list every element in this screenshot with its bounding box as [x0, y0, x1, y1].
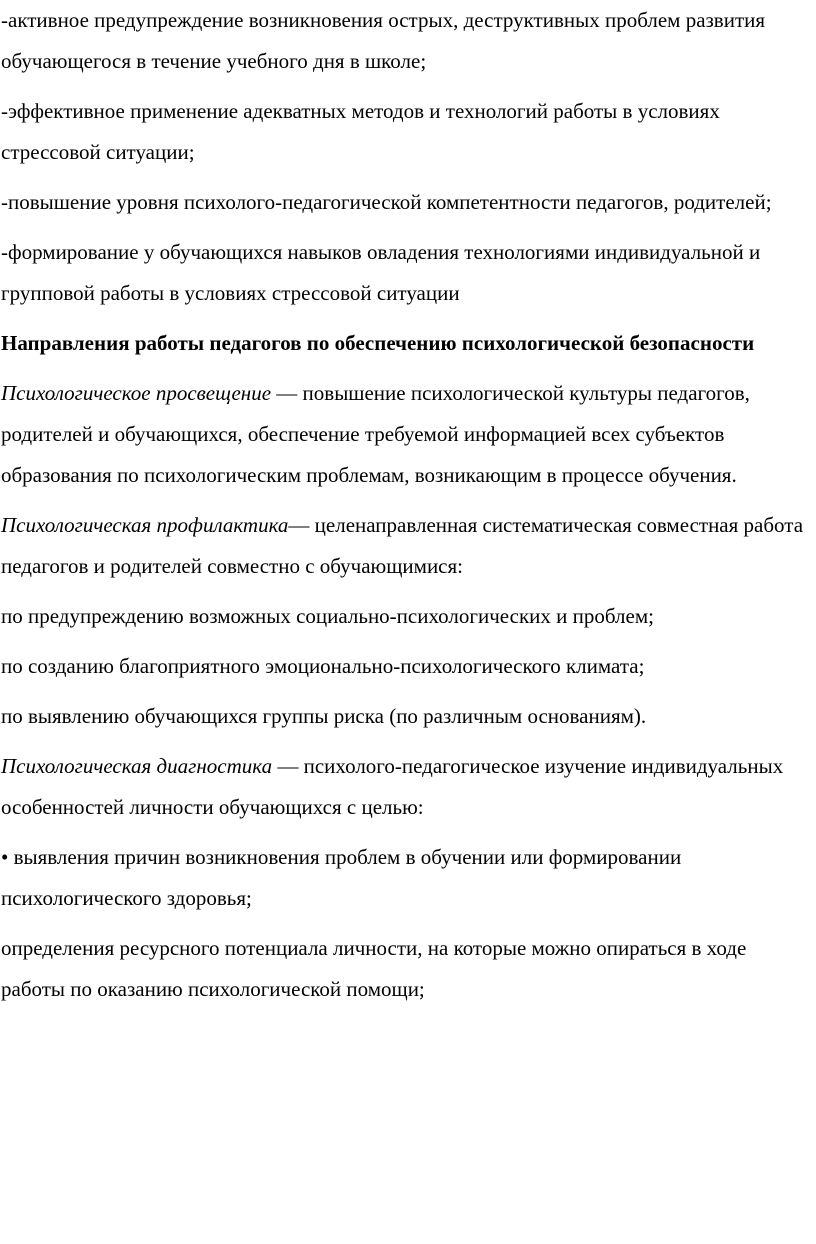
paragraph-diagnostics-item-1: • выявления причин возникновения проблем в обучении или формировании психологического здоровья;: [1, 845, 682, 910]
text-diagnostics: — психолого-педагогическое изучение индивидуальных особенностей личности обучающихся с целью:: [1, 754, 784, 819]
paragraph-skills: -формирование у обучающихся навыков овладения технологиями индивидуальной и групповой работы в условиях стрессовой ситуации: [1, 240, 761, 305]
paragraph-competence: -повышение уровня психолого-педагогической компетентности педагогов, родителей;: [1, 190, 772, 214]
paragraph-effective-methods: -эффективное применение адекватных методов и технологий работы в условиях стрессовой ситуации;: [1, 99, 720, 164]
paragraph-enlightenment: [1, 373, 814, 496]
paragraph-diagnostics: [1, 746, 814, 828]
text-enlightenment: — повышение психологической культуры педагогов, родителей и обучающихся, обеспечение требуемой информацией всех субъектов образования по психологическим проблемам, возникающим в процессе обучения.: [1, 381, 750, 487]
paragraph-prevention-item-1: по предупреждению возможных социально-психологических и проблем;: [1, 604, 654, 628]
paragraph-prevention-item-3: по выявлению обучающихся группы риска (по различным основаниям).: [1, 704, 647, 728]
paragraph-early-warning: -активное предупреждение возникновения острых, деструктивных проблем развития обучающегося в течение учебного дня в школе;: [1, 8, 766, 73]
paragraph-prevention: [1, 505, 814, 587]
paragraph-prevention-item-2: по созданию благоприятного эмоционально-психологического климата;: [1, 654, 645, 678]
term-prevention: Психологическая профилактика: [1, 513, 289, 537]
term-enlightenment: Психологическое просвещение: [1, 381, 272, 405]
text-prevention: — целенаправленная систематическая совместная работа педагогов и родителей совместно с обучающимися:: [1, 513, 804, 578]
term-diagnostics: Психологическая диагностика: [1, 754, 273, 778]
paragraph-diagnostics-item-2: определения ресурсного потенциала личности, на которые можно опираться в ходе работы по оказанию психологической помощи;: [1, 936, 747, 1001]
section-heading: Направления работы педагогов по обеспечению психологической безопасности: [1, 331, 755, 355]
